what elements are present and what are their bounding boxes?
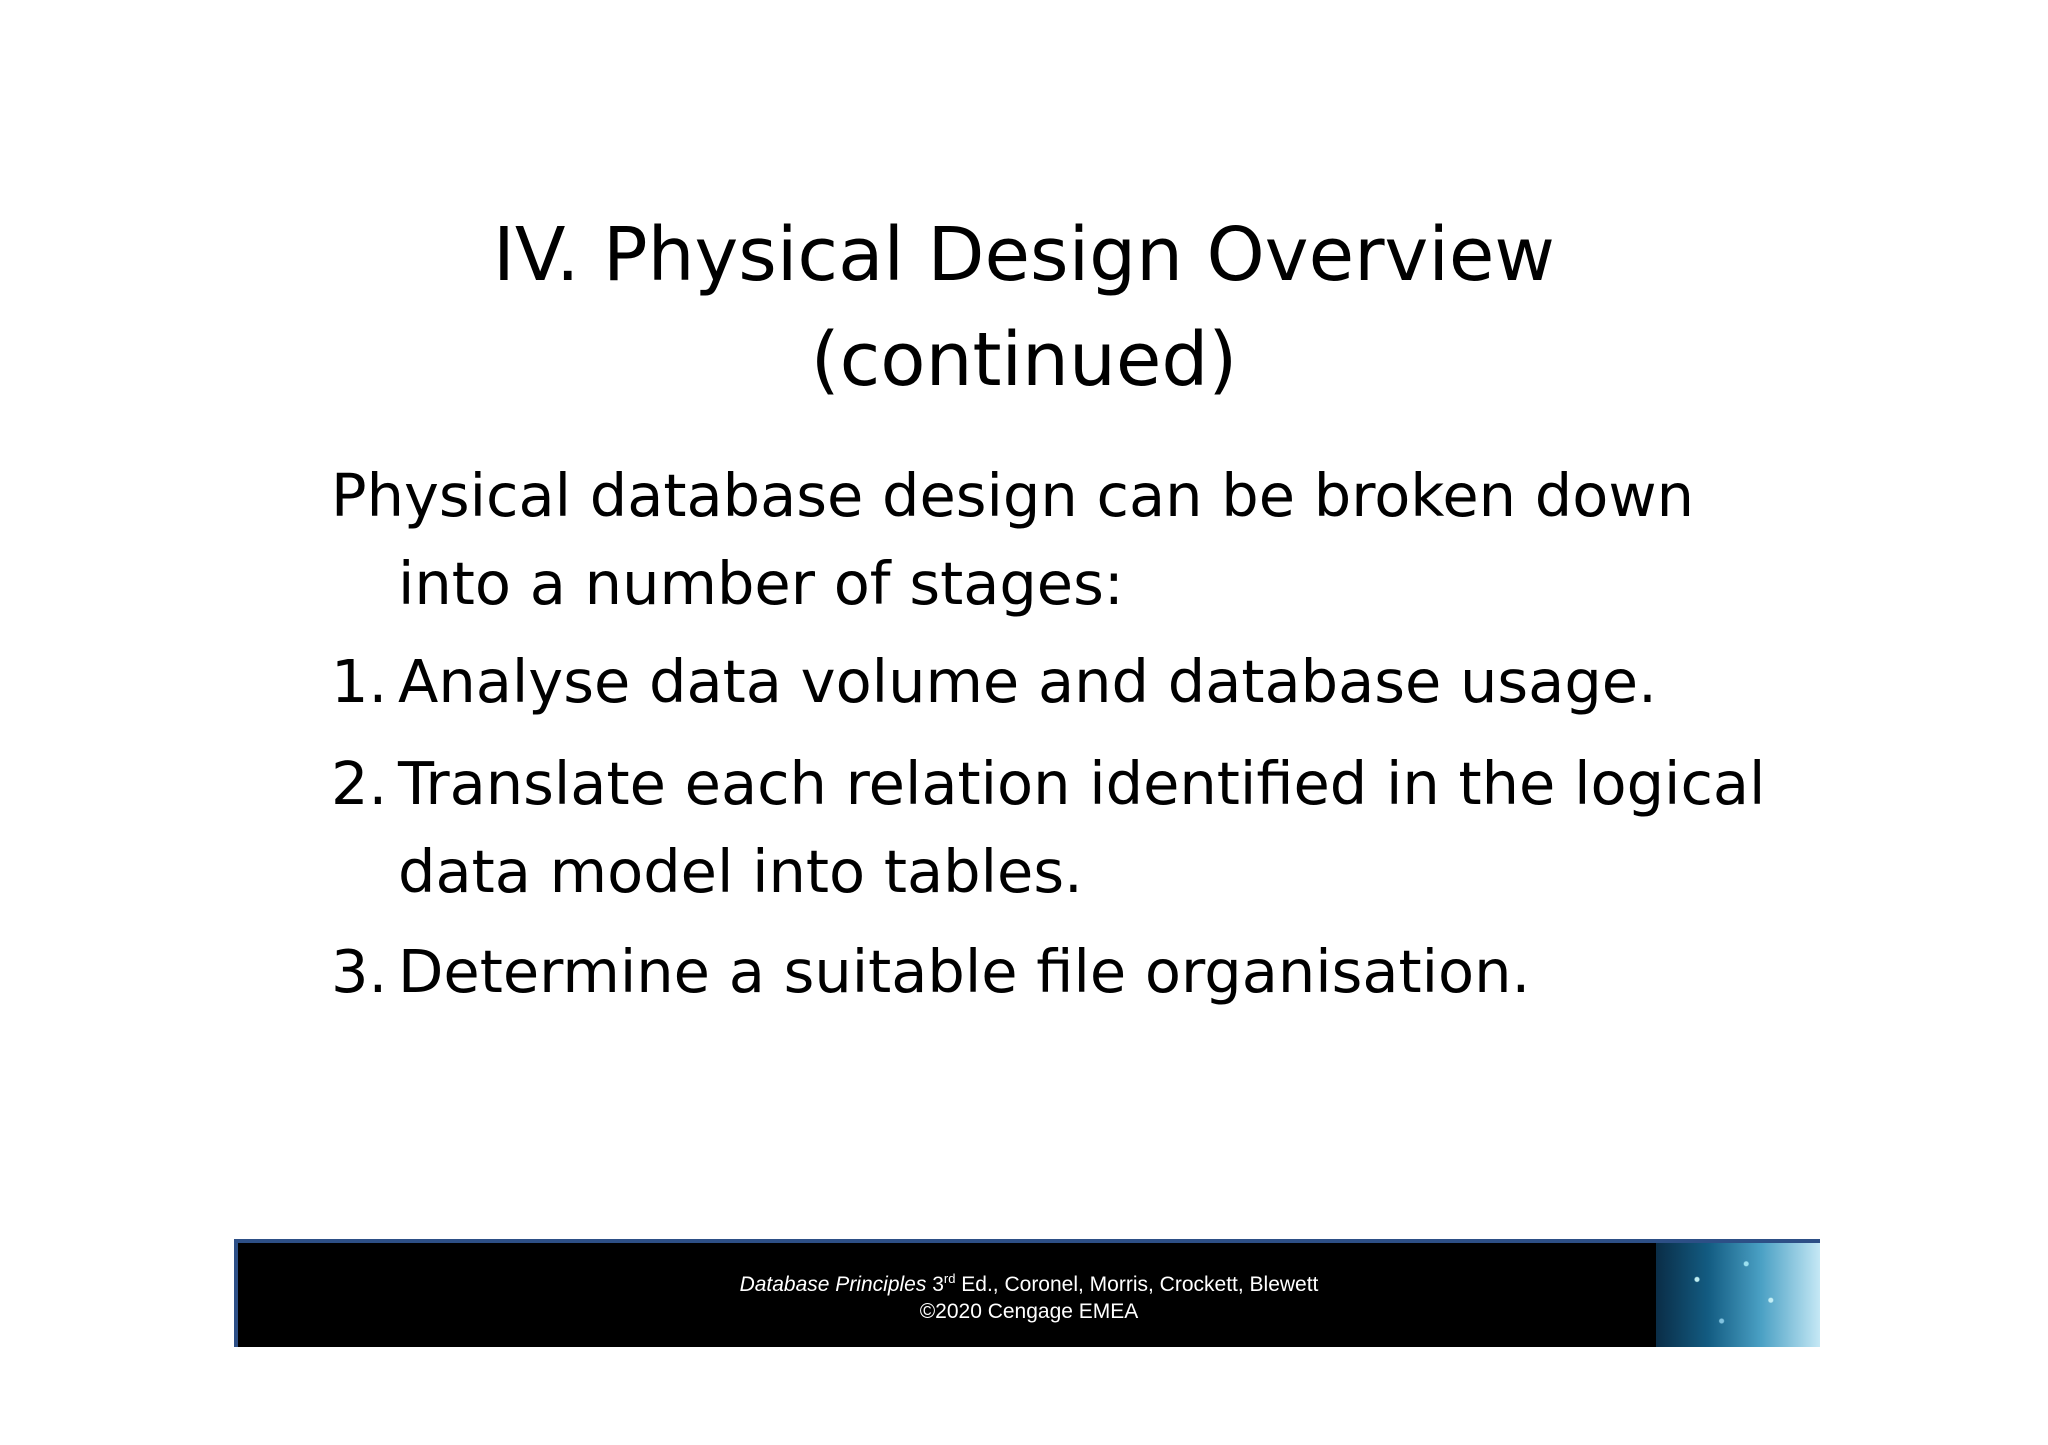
list-item-2-continuation: data model into tables. (398, 837, 1083, 906)
footer-citation (238, 1271, 1820, 1296)
edition-number: 3 (932, 1273, 944, 1296)
intro-text-line-1: Physical database design can be broken down (331, 461, 1694, 530)
list-item-text: Analyse data volume and database usage. (398, 647, 1657, 716)
edition-authors: Ed., Coronel, Morris, Crockett, Blewett (961, 1273, 1319, 1296)
intro-text-line-2: into a number of stages: (398, 549, 1124, 618)
edition-suffix: rd (943, 1271, 956, 1286)
list-item-2 (331, 749, 1766, 818)
slide-title-line-1: IV. Physical Design Overview (493, 212, 1555, 298)
list-item-text: Determine a suitable file organisation. (398, 937, 1531, 1006)
list-item-number: 1. (331, 647, 388, 716)
list-item-1 (331, 647, 1657, 716)
book-title: Database Principles (739, 1273, 927, 1296)
list-item-3 (331, 937, 1531, 1006)
blue-digital-network-image (1656, 1243, 1820, 1347)
list-item-number: 2. (331, 749, 388, 818)
slide-title-line-2: (continued) (810, 317, 1238, 403)
footer-copyright: ©2020 Cengage EMEA (919, 1300, 1139, 1323)
list-item-text: Translate each relation identified in the logical (398, 749, 1766, 818)
list-item-number: 3. (331, 937, 388, 1006)
footer-band (234, 1239, 1820, 1347)
